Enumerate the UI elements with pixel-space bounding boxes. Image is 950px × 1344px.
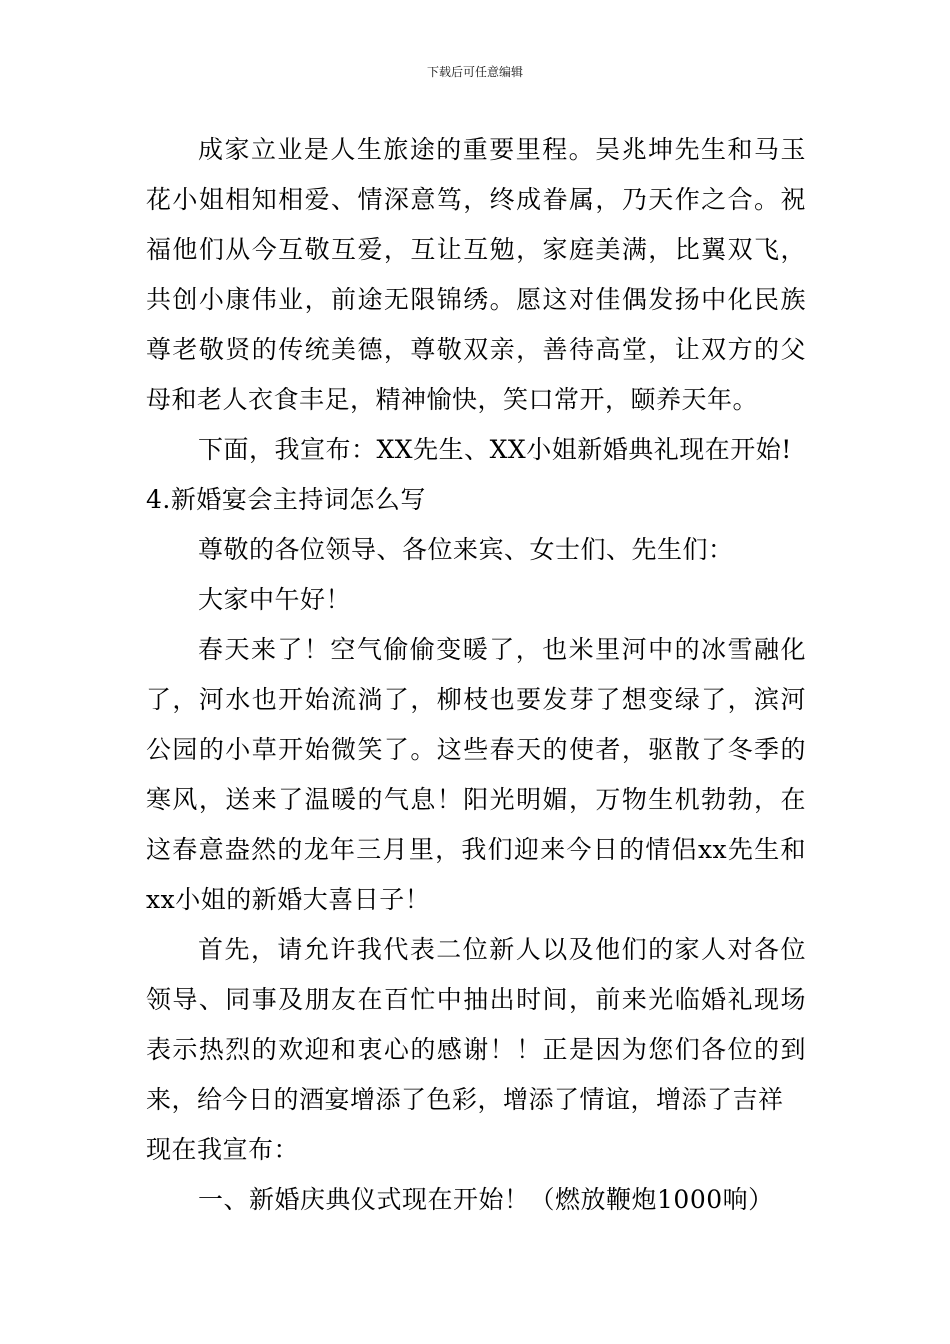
paragraph-greeting: 大家中午好！ — [198, 585, 352, 614]
section-heading: 4.新婚宴会主持词怎么写 — [146, 485, 426, 514]
paragraph-declare: 现在我宣布： — [146, 1135, 300, 1164]
document-body — [146, 125, 806, 1225]
paragraph-announcement: 下面，我宣布：XX先生、XX小姐新婚典礼现在开始! — [198, 435, 792, 464]
paragraph-salutation: 尊敬的各位领导、各位来宾、女士们、先生们： — [198, 535, 734, 564]
paragraph-welcome: 首先，请允许我代表二位新人以及他们的家人对各位领导、同事及朋友在百忙中抽出时间，前来光临婚礼现场表示热烈的欢迎和衷心的感谢！！正是因为您们各位的到来，给今日的酒宴增添了色彩，增添了情谊，增添了吉祥 — [146, 935, 806, 1114]
paragraph-spring: 春天来了！空气偷偷变暖了，也米里河中的冰雪融化了，河水也开始流淌了，柳枝也要发芽了想变绿了，滨河公园的小草开始微笑了。这些春天的使者，驱散了冬季的寒风，送来了温暖的气息！阳光明媚，万物生机勃勃，在这春意盎然的龙年三月里，我们迎来今日的情侣xx先生和xx小姐的新婚大喜日子！ — [146, 635, 806, 914]
paragraph-blessing: 成家立业是人生旅途的重要里程。吴兆坤先生和马玉花小姐相知相爱、情深意笃，终成眷属，乃天作之合。祝福他们从今互敬互爱，互让互勉，家庭美满，比翼双飞，共创小康伟业，前途无限锦绣。愿这对佳偶发扬中化民族尊老敬贤的传统美德，尊敬双亲，善待高堂，让双方的父母和老人衣食丰足，精神愉快，笑口常开，颐养天年。 — [146, 135, 806, 414]
paragraph-ceremony-start: 一、新婚庆典仪式现在开始！（燃放鞭炮1000响） — [198, 1185, 774, 1214]
page-header-note: 下载后可任意编辑 — [426, 65, 523, 79]
